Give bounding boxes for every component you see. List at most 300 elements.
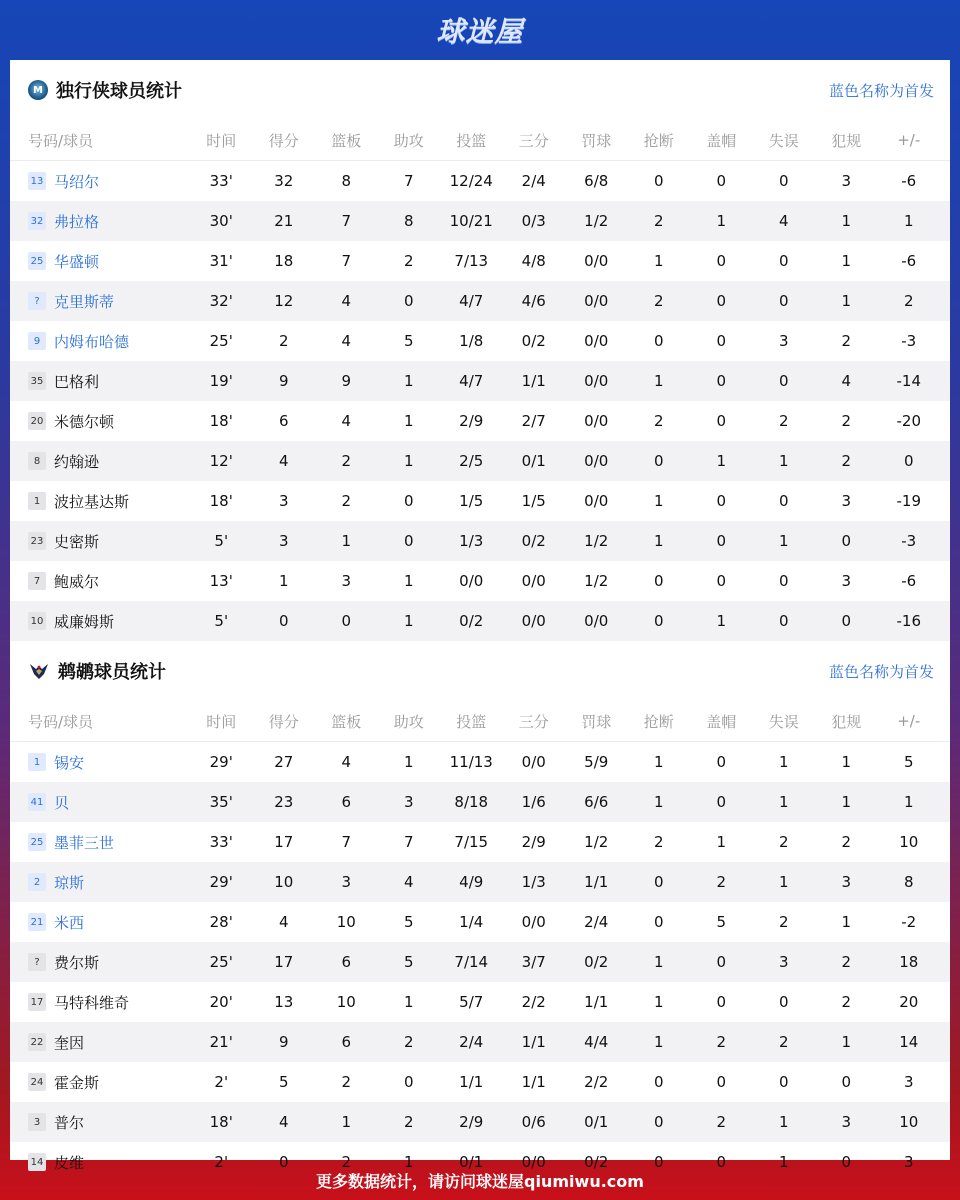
stat-cell: 12/24 [449, 172, 493, 190]
player-cell [10, 1032, 190, 1053]
table-row[interactable] [10, 361, 950, 401]
stat-cell: 0/0 [521, 753, 546, 771]
player-name[interactable]: 墨菲三世 [54, 833, 115, 852]
stat-cell: 7 [341, 252, 352, 270]
stat-cell: 1 [403, 1153, 414, 1171]
player-name[interactable]: 贝 [54, 793, 70, 812]
stat-cell: 0 [653, 172, 664, 190]
player-cell [10, 251, 190, 272]
stat-cell: 1/1 [521, 1033, 546, 1051]
stat-cell: 13 [274, 993, 294, 1011]
stat-cell: 0 [778, 492, 789, 510]
stat-cell: 1 [716, 452, 727, 470]
jersey-number-badge: 1 [28, 753, 46, 771]
player-name[interactable]: 约翰逊 [54, 452, 100, 471]
stat-cell: 3 [778, 332, 789, 350]
stat-cell: 1/2 [584, 532, 609, 550]
stat-cell: 20 [899, 993, 919, 1011]
player-cell [10, 952, 190, 973]
stat-cell: 21' [209, 1033, 233, 1051]
jersey-number-badge: 20 [28, 412, 46, 430]
jersey-number-badge: 21 [28, 913, 46, 931]
stat-cell: 1 [653, 793, 664, 811]
player-name[interactable]: 鲍威尔 [54, 572, 100, 591]
stat-cell: 27 [274, 753, 294, 771]
stat-cell: 1 [653, 1033, 664, 1051]
section-title [28, 77, 182, 103]
stat-cell: 3 [341, 572, 352, 590]
column-header: 时间 [206, 131, 237, 150]
stat-cell: 14 [899, 1033, 919, 1051]
stat-cell: 2/5 [459, 452, 484, 470]
jersey-number-badge: 2 [28, 873, 46, 891]
table-row[interactable] [10, 902, 950, 942]
stat-cell: 1 [403, 372, 414, 390]
stat-cell: 5/9 [584, 753, 609, 771]
stat-cell: 8 [341, 172, 352, 190]
stat-cell: 5 [403, 913, 414, 931]
column-header: 罚球 [581, 712, 612, 731]
column-header: 盖帽 [706, 131, 737, 150]
stat-cell: 0 [841, 1073, 852, 1091]
stat-cell: 0 [653, 452, 664, 470]
column-header: 投篮 [456, 712, 487, 731]
stat-cell: 1 [716, 612, 727, 630]
column-header: 三分 [518, 131, 549, 150]
stat-cell: 1 [778, 753, 789, 771]
stats-panel [10, 60, 950, 1172]
stat-cell: 1/2 [584, 833, 609, 851]
stat-cell: 0 [778, 572, 789, 590]
jersey-number-badge: 1 [28, 492, 46, 510]
stat-cell: 4 [278, 1113, 289, 1131]
stat-cell: 4 [341, 412, 352, 430]
table-row[interactable] [10, 561, 950, 601]
stat-cell: 1/8 [459, 332, 484, 350]
stat-cell: 2 [278, 332, 289, 350]
stat-cell: 6 [341, 953, 352, 971]
stat-cell: 9 [278, 372, 289, 390]
player-name[interactable]: 奎因 [54, 1033, 85, 1052]
stat-cell: 7/14 [454, 953, 489, 971]
stat-cell: 0 [278, 612, 289, 630]
stat-cell: 1/1 [521, 372, 546, 390]
stat-cell: -3 [901, 532, 917, 550]
stat-cell: 1 [653, 532, 664, 550]
column-header: 抢断 [643, 131, 674, 150]
stat-cell: 2 [778, 412, 789, 430]
player-name[interactable]: 锡安 [54, 753, 85, 772]
stat-cell: 1 [403, 753, 414, 771]
stat-cell: 0/2 [521, 332, 546, 350]
stat-cell: 0/2 [584, 1153, 609, 1171]
stat-cell: 0 [716, 292, 727, 310]
stat-cell: 0/0 [584, 252, 609, 270]
jersey-number-badge: 22 [28, 1033, 46, 1051]
stat-cell: 12 [274, 292, 294, 310]
stat-cell: 3 [903, 1153, 914, 1171]
column-header: 得分 [268, 712, 299, 731]
stat-cell: 3 [841, 1113, 852, 1131]
stat-cell: 0 [778, 292, 789, 310]
stat-cell: 2/9 [459, 412, 484, 430]
stat-cell: 5 [403, 332, 414, 350]
stat-cell: 1 [653, 492, 664, 510]
player-name[interactable]: 霍金斯 [54, 1073, 100, 1092]
stat-cell: -2 [901, 913, 917, 931]
stat-cell: 2 [716, 1113, 727, 1131]
stat-cell: 0/0 [584, 292, 609, 310]
stat-cell: 1 [841, 292, 852, 310]
stat-cell: 1 [716, 833, 727, 851]
stat-cell: 5 [403, 953, 414, 971]
stat-cell: 0/0 [584, 612, 609, 630]
stat-cell: 1 [841, 212, 852, 230]
stat-cell: 4 [778, 212, 789, 230]
stat-cell: 2/9 [521, 833, 546, 851]
stat-cell: 7 [403, 172, 414, 190]
table-row[interactable] [10, 321, 950, 361]
stat-cell: 0 [716, 252, 727, 270]
player-cell [10, 571, 190, 592]
table-row[interactable] [10, 822, 950, 862]
player-cell [10, 451, 190, 472]
stat-cell: 1 [778, 1153, 789, 1171]
player-cell [10, 371, 190, 392]
stat-cell: 0/0 [584, 452, 609, 470]
stats-table [10, 701, 950, 1182]
column-header: 助攻 [393, 712, 424, 731]
stat-cell: 0 [716, 572, 727, 590]
stat-cell: 0 [716, 993, 727, 1011]
stat-cell: 1/1 [521, 1073, 546, 1091]
stat-cell: 3 [403, 793, 414, 811]
table-row[interactable] [10, 521, 950, 561]
stat-cell: 29' [209, 873, 233, 891]
stat-cell: 0/0 [459, 572, 484, 590]
stat-cell: 2 [716, 873, 727, 891]
stat-cell: 13' [209, 572, 233, 590]
stat-cell: 0 [778, 372, 789, 390]
stat-cell: 4/7 [459, 372, 484, 390]
stat-cell: 2 [653, 412, 664, 430]
brand-header [0, 0, 960, 60]
stat-cell: 2 [653, 212, 664, 230]
player-cell [10, 211, 190, 232]
stat-cell: 4/6 [521, 292, 546, 310]
stat-cell: 32 [274, 172, 294, 190]
stat-cell: 1/1 [584, 993, 609, 1011]
player-name[interactable]: 巴格利 [54, 372, 100, 391]
stat-cell: 10 [899, 1113, 919, 1131]
stat-cell: 0 [403, 292, 414, 310]
stat-cell: 0 [716, 793, 727, 811]
stat-cell: 4/7 [459, 292, 484, 310]
stat-cell: 1 [778, 793, 789, 811]
stat-cell: 25' [209, 332, 233, 350]
stat-cell: 2' [214, 1153, 229, 1171]
stat-cell: 8/18 [454, 793, 489, 811]
stat-cell: 10 [336, 993, 356, 1011]
stat-cell: 0 [341, 612, 352, 630]
stat-cell: 4 [341, 332, 352, 350]
footer-text: 更多数据统计，请访问球迷屋qiumiwu.com [316, 1171, 644, 1191]
player-cell [10, 611, 190, 632]
stat-cell: 0 [653, 572, 664, 590]
stat-cell: 2 [341, 492, 352, 510]
stat-cell: 6 [341, 1033, 352, 1051]
team-title: 鹈鹕球员统计 [58, 662, 166, 683]
table-row[interactable] [10, 161, 950, 201]
column-header: 篮板 [331, 131, 362, 150]
player-name[interactable]: 马绍尔 [54, 172, 100, 191]
stat-cell: 10 [899, 833, 919, 851]
stat-cell: 2 [841, 332, 852, 350]
stat-cell: 4 [278, 452, 289, 470]
stat-cell: 1 [778, 873, 789, 891]
stat-cell: 0 [716, 172, 727, 190]
stat-cell: 0/0 [584, 412, 609, 430]
player-cell [10, 1112, 190, 1133]
stat-cell: 0 [653, 913, 664, 931]
player-name[interactable]: 华盛顿 [54, 252, 100, 271]
team-section-mavericks [10, 60, 950, 641]
stat-cell: 3 [341, 873, 352, 891]
stat-cell: 2 [778, 833, 789, 851]
stat-cell: 0 [716, 953, 727, 971]
stat-cell: -16 [896, 612, 921, 630]
table-row[interactable] [10, 862, 950, 902]
stat-cell: 2 [341, 1073, 352, 1091]
stat-cell: 2/7 [521, 412, 546, 430]
column-header: 时间 [206, 712, 237, 731]
player-name[interactable]: 普尔 [54, 1113, 85, 1132]
table-row[interactable] [10, 742, 950, 782]
jersey-number-badge: 32 [28, 212, 46, 230]
column-header: 犯规 [831, 131, 862, 150]
stat-cell: 0 [778, 993, 789, 1011]
stat-cell: 0/6 [521, 1113, 546, 1131]
stat-cell: 1/5 [521, 492, 546, 510]
table-row[interactable] [10, 1022, 950, 1062]
player-cell [10, 912, 190, 933]
player-name[interactable]: 波拉基达斯 [54, 492, 130, 511]
stat-cell: 2 [778, 913, 789, 931]
player-cell [10, 491, 190, 512]
stat-cell: 0/0 [521, 612, 546, 630]
jersey-number-badge: 8 [28, 452, 46, 470]
stat-cell: 10 [274, 873, 294, 891]
table-row[interactable] [10, 601, 950, 641]
stat-cell: 28' [209, 913, 233, 931]
stat-cell: 1/1 [459, 1073, 484, 1091]
stat-cell: 1 [403, 412, 414, 430]
stat-cell: 6/8 [584, 172, 609, 190]
jersey-number-badge: 14 [28, 1153, 46, 1171]
stat-cell: 0/0 [521, 913, 546, 931]
stat-cell: 4/4 [584, 1033, 609, 1051]
stat-cell: -3 [901, 332, 917, 350]
stat-cell: 2 [841, 953, 852, 971]
stat-cell: 1/2 [584, 212, 609, 230]
stat-cell: 8 [903, 873, 914, 891]
player-name[interactable]: 皮维 [54, 1153, 85, 1172]
stat-cell: 3/7 [521, 953, 546, 971]
column-header: +/- [897, 712, 921, 730]
stat-cell: 5/7 [459, 993, 484, 1011]
column-header: 号码/球员 [28, 712, 94, 731]
player-cell [10, 992, 190, 1013]
table-row[interactable] [10, 441, 950, 481]
stat-cell: 29' [209, 753, 233, 771]
stat-cell: 1/3 [521, 873, 546, 891]
stat-cell: 0/2 [459, 612, 484, 630]
stat-cell: 3 [903, 1073, 914, 1091]
stat-cell: -6 [901, 572, 917, 590]
stat-cell: 7 [341, 212, 352, 230]
table-row[interactable] [10, 241, 950, 281]
stat-cell: 5' [214, 532, 229, 550]
section-header [10, 60, 950, 120]
stat-cell: 18 [274, 252, 294, 270]
stat-cell: 0/1 [584, 1113, 609, 1131]
stat-cell: 1 [841, 793, 852, 811]
table-row[interactable] [10, 782, 950, 822]
player-name[interactable]: 米德尔顿 [54, 412, 115, 431]
stat-cell: 32' [209, 292, 233, 310]
stat-cell: 0/2 [584, 953, 609, 971]
stat-cell: 7/13 [454, 252, 489, 270]
stat-cell: 4 [841, 372, 852, 390]
stat-cell: 3 [841, 492, 852, 510]
team-title: 独行侠球员统计 [56, 81, 182, 102]
stat-cell: 2 [841, 452, 852, 470]
starter-note: 蓝色名称为首发 [828, 662, 934, 681]
stat-cell: -19 [896, 492, 921, 510]
player-name[interactable]: 米西 [54, 913, 85, 932]
stat-cell: 2 [716, 1033, 727, 1051]
player-name[interactable]: 琼斯 [54, 873, 85, 892]
jersey-number-badge: ? [28, 953, 46, 971]
stat-cell: -14 [896, 372, 921, 390]
table-row[interactable] [10, 942, 950, 982]
stat-cell: 2 [403, 1113, 414, 1131]
stat-cell: 4/9 [459, 873, 484, 891]
stat-cell: 2 [341, 452, 352, 470]
table-row[interactable] [10, 201, 950, 241]
player-cell [10, 832, 190, 853]
stat-cell: 2 [341, 1153, 352, 1171]
player-name[interactable]: 内姆布哈德 [54, 332, 130, 351]
column-header: 三分 [518, 712, 549, 731]
player-name[interactable]: 费尔斯 [54, 953, 100, 972]
stat-cell: 33' [209, 833, 233, 851]
player-name[interactable]: 史密斯 [54, 532, 100, 551]
table-row[interactable] [10, 982, 950, 1022]
stat-cell: 9 [278, 1033, 289, 1051]
jersey-number-badge: 7 [28, 572, 46, 590]
column-header: 篮板 [331, 712, 362, 731]
stat-cell: 19' [209, 372, 233, 390]
stat-cell: 0 [716, 1153, 727, 1171]
column-header: 助攻 [393, 131, 424, 150]
stat-cell: 30' [209, 212, 233, 230]
stat-cell: 1 [653, 753, 664, 771]
stat-cell: 1/1 [584, 873, 609, 891]
stat-cell: 5' [214, 612, 229, 630]
stat-cell: 0 [716, 332, 727, 350]
stat-cell: 0/0 [584, 332, 609, 350]
player-name[interactable]: 威廉姆斯 [54, 612, 115, 631]
column-header: +/- [897, 131, 921, 149]
stat-cell: 0 [653, 1073, 664, 1091]
stat-cell: 0/0 [584, 492, 609, 510]
stat-cell: -6 [901, 172, 917, 190]
stat-cell: 0 [778, 252, 789, 270]
table-header-row [10, 120, 950, 160]
stat-cell: 0/0 [521, 1153, 546, 1171]
stat-cell: 0 [403, 1073, 414, 1091]
stats-table [10, 120, 950, 641]
mavericks-logo-icon: M [28, 80, 48, 100]
stat-cell: 25' [209, 953, 233, 971]
stat-cell: 0 [653, 612, 664, 630]
stat-cell: 1 [716, 212, 727, 230]
stat-cell: 35' [209, 793, 233, 811]
column-header: 号码/球员 [28, 131, 94, 150]
player-name[interactable]: 弗拉格 [54, 212, 100, 231]
table-row[interactable] [10, 481, 950, 521]
stat-cell: 0 [841, 1153, 852, 1171]
team-section-pelicans [10, 641, 950, 1182]
stat-cell: 1 [278, 572, 289, 590]
stat-cell: 33' [209, 172, 233, 190]
stat-cell: 4/8 [521, 252, 546, 270]
table-row[interactable] [10, 1102, 950, 1142]
stat-cell: 0 [403, 532, 414, 550]
column-header: 失误 [768, 712, 799, 731]
player-cell [10, 331, 190, 352]
stat-cell: 2 [841, 993, 852, 1011]
stat-cell: 1 [841, 913, 852, 931]
stat-cell: 0 [653, 1153, 664, 1171]
stat-cell: 1 [341, 532, 352, 550]
stat-cell: 1 [653, 993, 664, 1011]
table-row[interactable] [10, 1062, 950, 1102]
player-name[interactable]: 马特科维奇 [54, 993, 130, 1012]
stat-cell: 11/13 [449, 753, 493, 771]
stat-cell: 2/2 [584, 1073, 609, 1091]
jersey-number-badge: 25 [28, 833, 46, 851]
section-header [10, 641, 950, 701]
table-row[interactable] [10, 281, 950, 321]
stat-cell: 3 [278, 492, 289, 510]
player-name[interactable]: 克里斯蒂 [54, 292, 115, 311]
column-header: 得分 [268, 131, 299, 150]
jersey-number-badge: 17 [28, 993, 46, 1011]
table-row[interactable] [10, 401, 950, 441]
stat-cell: 0 [653, 1113, 664, 1131]
stat-cell: 17 [274, 953, 294, 971]
stat-cell: 6 [278, 412, 289, 430]
column-header: 犯规 [831, 712, 862, 731]
stat-cell: 7/15 [454, 833, 489, 851]
stat-cell: 1 [903, 793, 914, 811]
stat-cell: 2/4 [459, 1033, 484, 1051]
stat-cell: 0 [716, 1073, 727, 1091]
stat-cell: 7 [403, 833, 414, 851]
stat-cell: 31' [209, 252, 233, 270]
